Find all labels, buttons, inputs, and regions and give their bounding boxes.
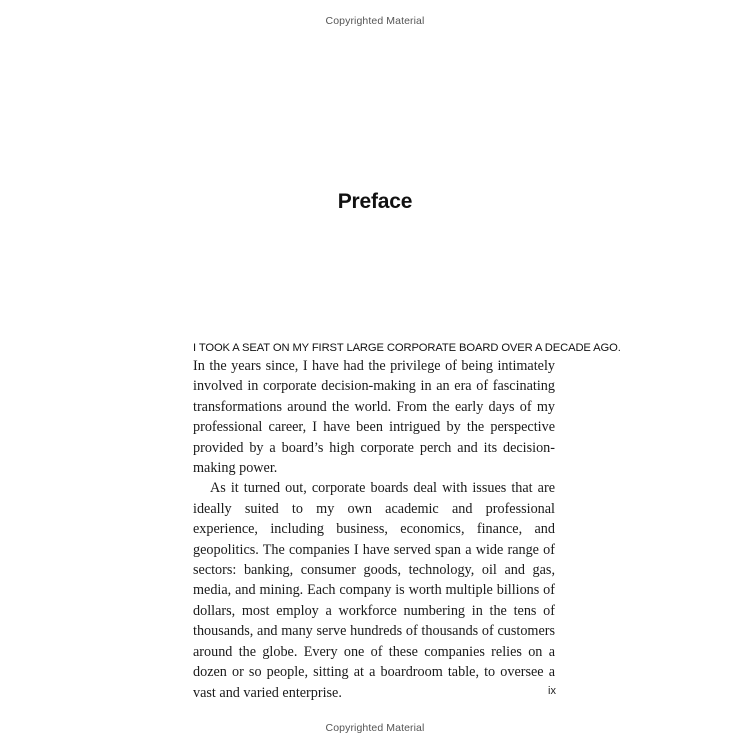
copyright-watermark-top: Copyrighted Material — [325, 15, 425, 27]
paragraph-1: In the years since, I have had the privilege of being intimately involved in corporate decision-making in an era of fascinating transformations around the world. From the early days of my professional career, I have been intrigued by the perspective provided by a board’s high corporate perch and its decision-making power. — [193, 358, 555, 477]
chapter-title: Preface — [337, 190, 413, 214]
paragraph-2: As it turned out, corporate boards deal with issues that are ideally suited to my own academic and professional experience, including business, economics, finance, and geopolitics. The companies I have served span a wide range of sectors: banking, consumer goods, technology, oil and gas, media, and mining. Each company is worth multiple billions of dollars, most employ a workforce numbering in the tens of thousands, and many serve hundreds of thousands of customers around the globe. Every one of these companies relies on a dozen or so people, sitting at a boardroom table, to oversee a vast and varied enterprise. — [193, 480, 555, 701]
lead-in-line: I TOOK A SEAT ON MY FIRST LARGE CORPORATE BOARD OVER A DECADE AGO. — [193, 342, 621, 354]
copyright-watermark-bottom: Copyrighted Material — [325, 722, 425, 734]
page-number: ix — [548, 685, 556, 697]
body-text — [193, 341, 621, 703]
